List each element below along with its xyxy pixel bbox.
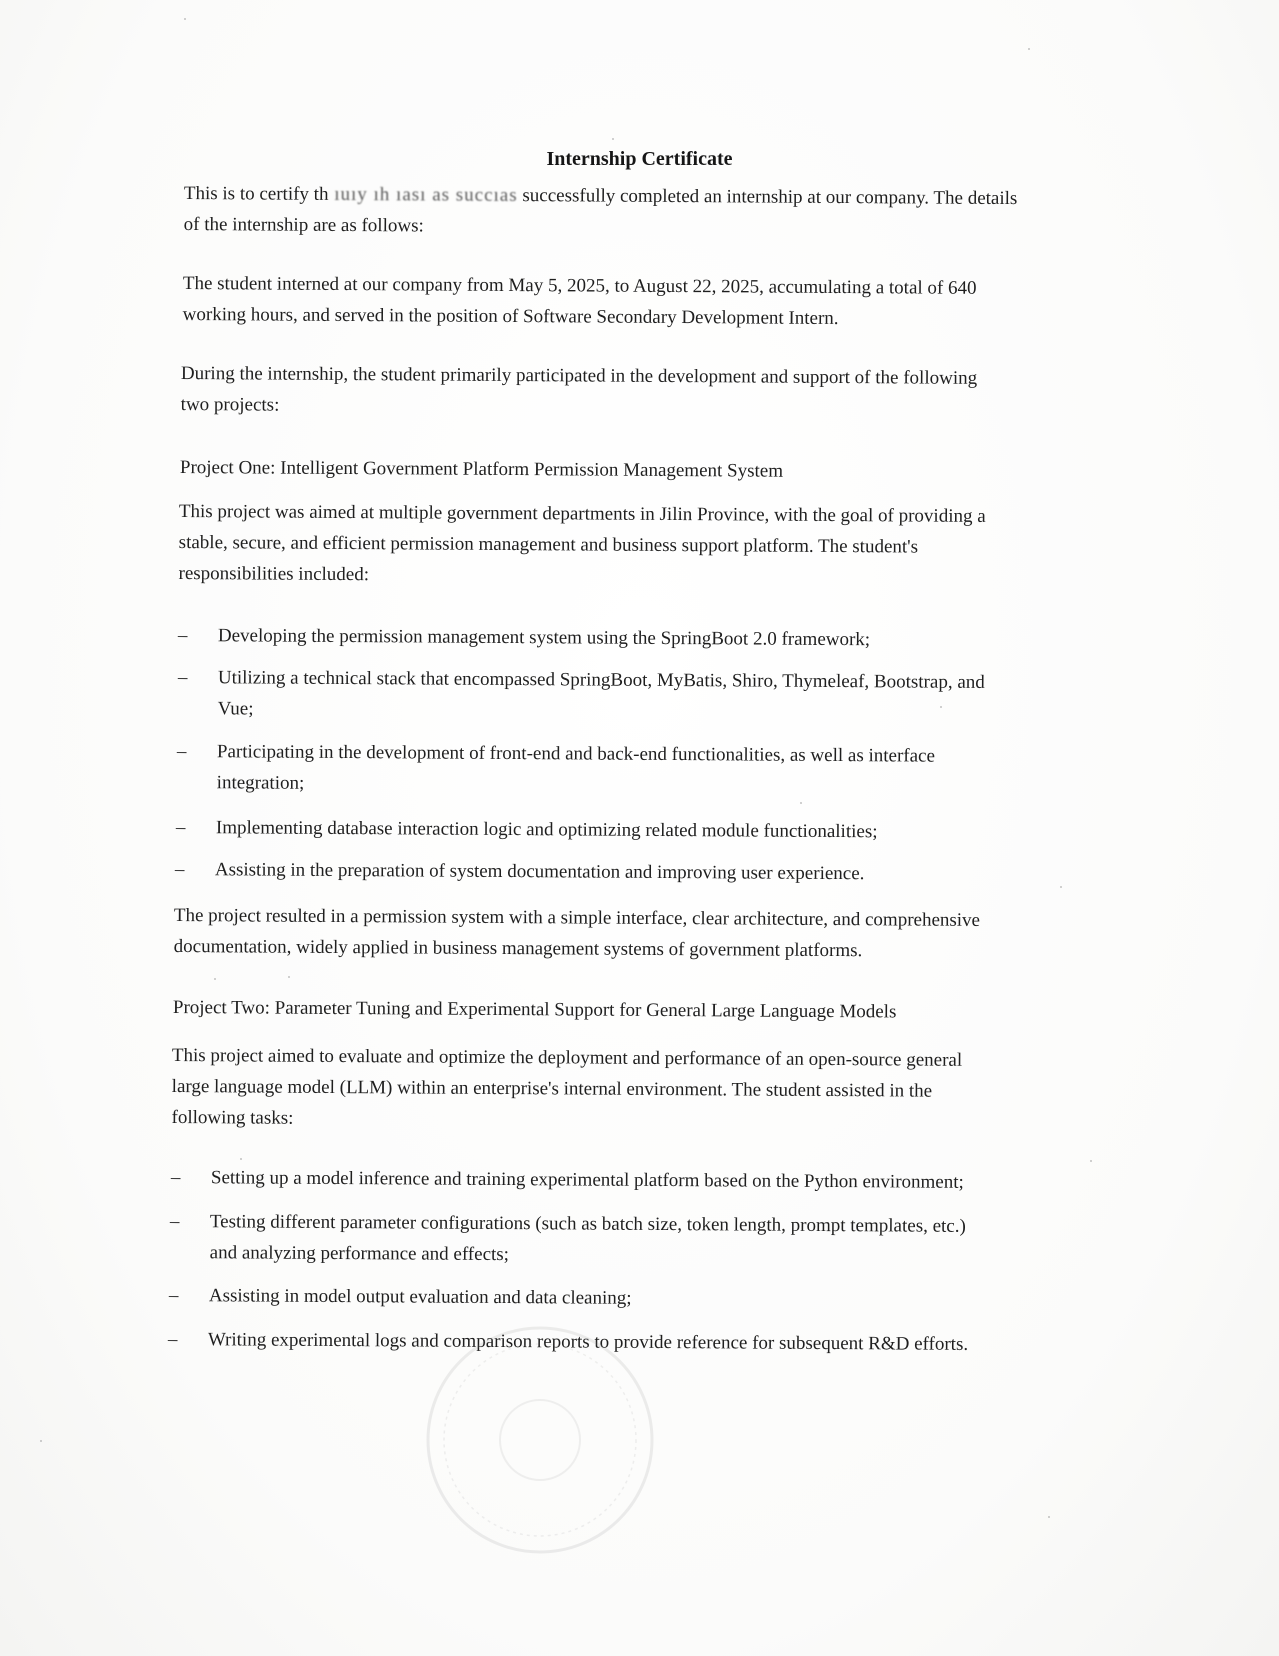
participation-paragraph	[181, 358, 978, 425]
scan-speck	[214, 978, 216, 980]
list-item	[176, 812, 878, 847]
intro-text-end: successfully completed an internship at our company. The details	[517, 185, 1018, 210]
scan-speck	[288, 976, 290, 978]
bullet-text: Participating in the development of front-end and back-end functionalities, as well as interface	[216, 741, 936, 767]
project-two-desc-line-2: large language model (LLM) within an enterprise's internal environment. The student assisted in the	[171, 1075, 933, 1102]
result-line-2: documentation, widely applied in business management systems of government platforms.	[173, 935, 863, 962]
result-line-1: The project resulted in a permission system with a simple interface, clear architecture, and comprehensive	[173, 904, 981, 931]
project-one-result	[174, 900, 981, 967]
project-two-desc-line-3: following tasks:	[171, 1106, 294, 1129]
list-item	[178, 662, 985, 729]
scan-speck	[612, 138, 614, 140]
bullet-text: Utilizing a technical stack that encompassed SpringBoot, MyBatis, Shiro, Thymeleaf, Bootstrap, and	[217, 667, 985, 693]
list-item	[177, 736, 935, 803]
project-one-desc-line-1: This project was aimed at multiple government departments in Jilin Province, with the goal of providing a	[178, 500, 986, 527]
period-paragraph	[183, 268, 977, 335]
project-two-desc-line-1: This project aimed to evaluate and optimize the deployment and performance of an open-source general	[171, 1044, 963, 1071]
bullet-dash: –	[169, 1210, 180, 1233]
redacted-name: ıuıy ıh ıası as succıas	[328, 183, 518, 207]
faint-seal-stamp	[420, 1320, 660, 1560]
bullet-dash: –	[167, 1328, 178, 1351]
scan-speck	[1048, 1516, 1050, 1518]
intro-paragraph	[184, 178, 1018, 245]
bullet-text-cont: Vue;	[217, 698, 254, 720]
project-one-description	[178, 496, 985, 594]
bullet-text: Implementing database interaction logic and optimizing related module functionalities;	[215, 817, 878, 843]
bullet-text: Testing different parameter configurations (such as batch size, token length, prompt templates, etc.)	[209, 1211, 966, 1237]
period-line-2: working hours, and served in the position of Software Secondary Development Intern.	[182, 303, 839, 330]
intro-line-2: of the internship are as follows:	[183, 213, 424, 237]
list-item	[169, 1280, 632, 1314]
bullet-text: Assisting in model output evaluation and data cleaning;	[208, 1285, 632, 1309]
bullet-dash: –	[168, 1284, 179, 1307]
list-item	[171, 1162, 964, 1198]
scan-speck	[184, 18, 186, 20]
bullet-text-cont: integration;	[216, 772, 305, 794]
list-item	[178, 620, 870, 655]
project-one-desc-line-3: responsibilities included:	[178, 562, 370, 586]
intro-text-start: This is to certify th	[183, 182, 329, 205]
bullet-text: Writing experimental logs and comparison reports to provide reference for subsequent R&D efforts.	[207, 1329, 969, 1355]
scan-speck	[940, 706, 942, 708]
project-one-desc-line-2: stable, secure, and efficient permission management and business support platform. The student's	[178, 531, 919, 558]
bullet-text: Developing the permission management system using the SpringBoot 2.0 framework;	[217, 625, 871, 651]
participation-line-1: During the internship, the student primarily participated in the development and support of the following	[180, 362, 978, 389]
bullet-dash: –	[176, 740, 187, 763]
bullet-dash: –	[174, 858, 185, 881]
scan-speck	[240, 1158, 242, 1160]
scan-speck	[40, 1440, 42, 1442]
scan-speck	[1028, 48, 1030, 50]
project-one-heading: Project One: Intelligent Government Platform Permission Management System	[179, 456, 784, 482]
list-item	[175, 854, 865, 889]
project-two-heading: Project Two: Parameter Tuning and Experimental Support for General Large Language Models	[172, 996, 897, 1023]
bullet-text: Setting up a model inference and training experimental platform based on the Python environment;	[210, 1167, 964, 1193]
scan-speck	[800, 802, 802, 804]
bullet-text-cont: and analyzing performance and effects;	[209, 1242, 510, 1266]
list-item	[170, 1206, 966, 1273]
bullet-dash: –	[170, 1166, 181, 1189]
document-title: Internship Certificate	[546, 148, 733, 170]
scan-speck	[1060, 886, 1062, 888]
participation-line-2: two projects:	[180, 393, 280, 416]
scan-speck	[1090, 1160, 1092, 1162]
bullet-dash: –	[175, 816, 186, 839]
bullet-text: Assisting in the preparation of system documentation and improving user experience.	[214, 859, 865, 885]
bullet-dash: –	[177, 624, 188, 647]
bullet-dash: –	[177, 666, 188, 689]
period-line-1: The student interned at our company from May 5, 2025, to August 22, 2025, accumulating a total of 640	[182, 272, 977, 299]
project-two-description	[171, 1040, 962, 1138]
seal-graphic	[420, 1320, 660, 1560]
